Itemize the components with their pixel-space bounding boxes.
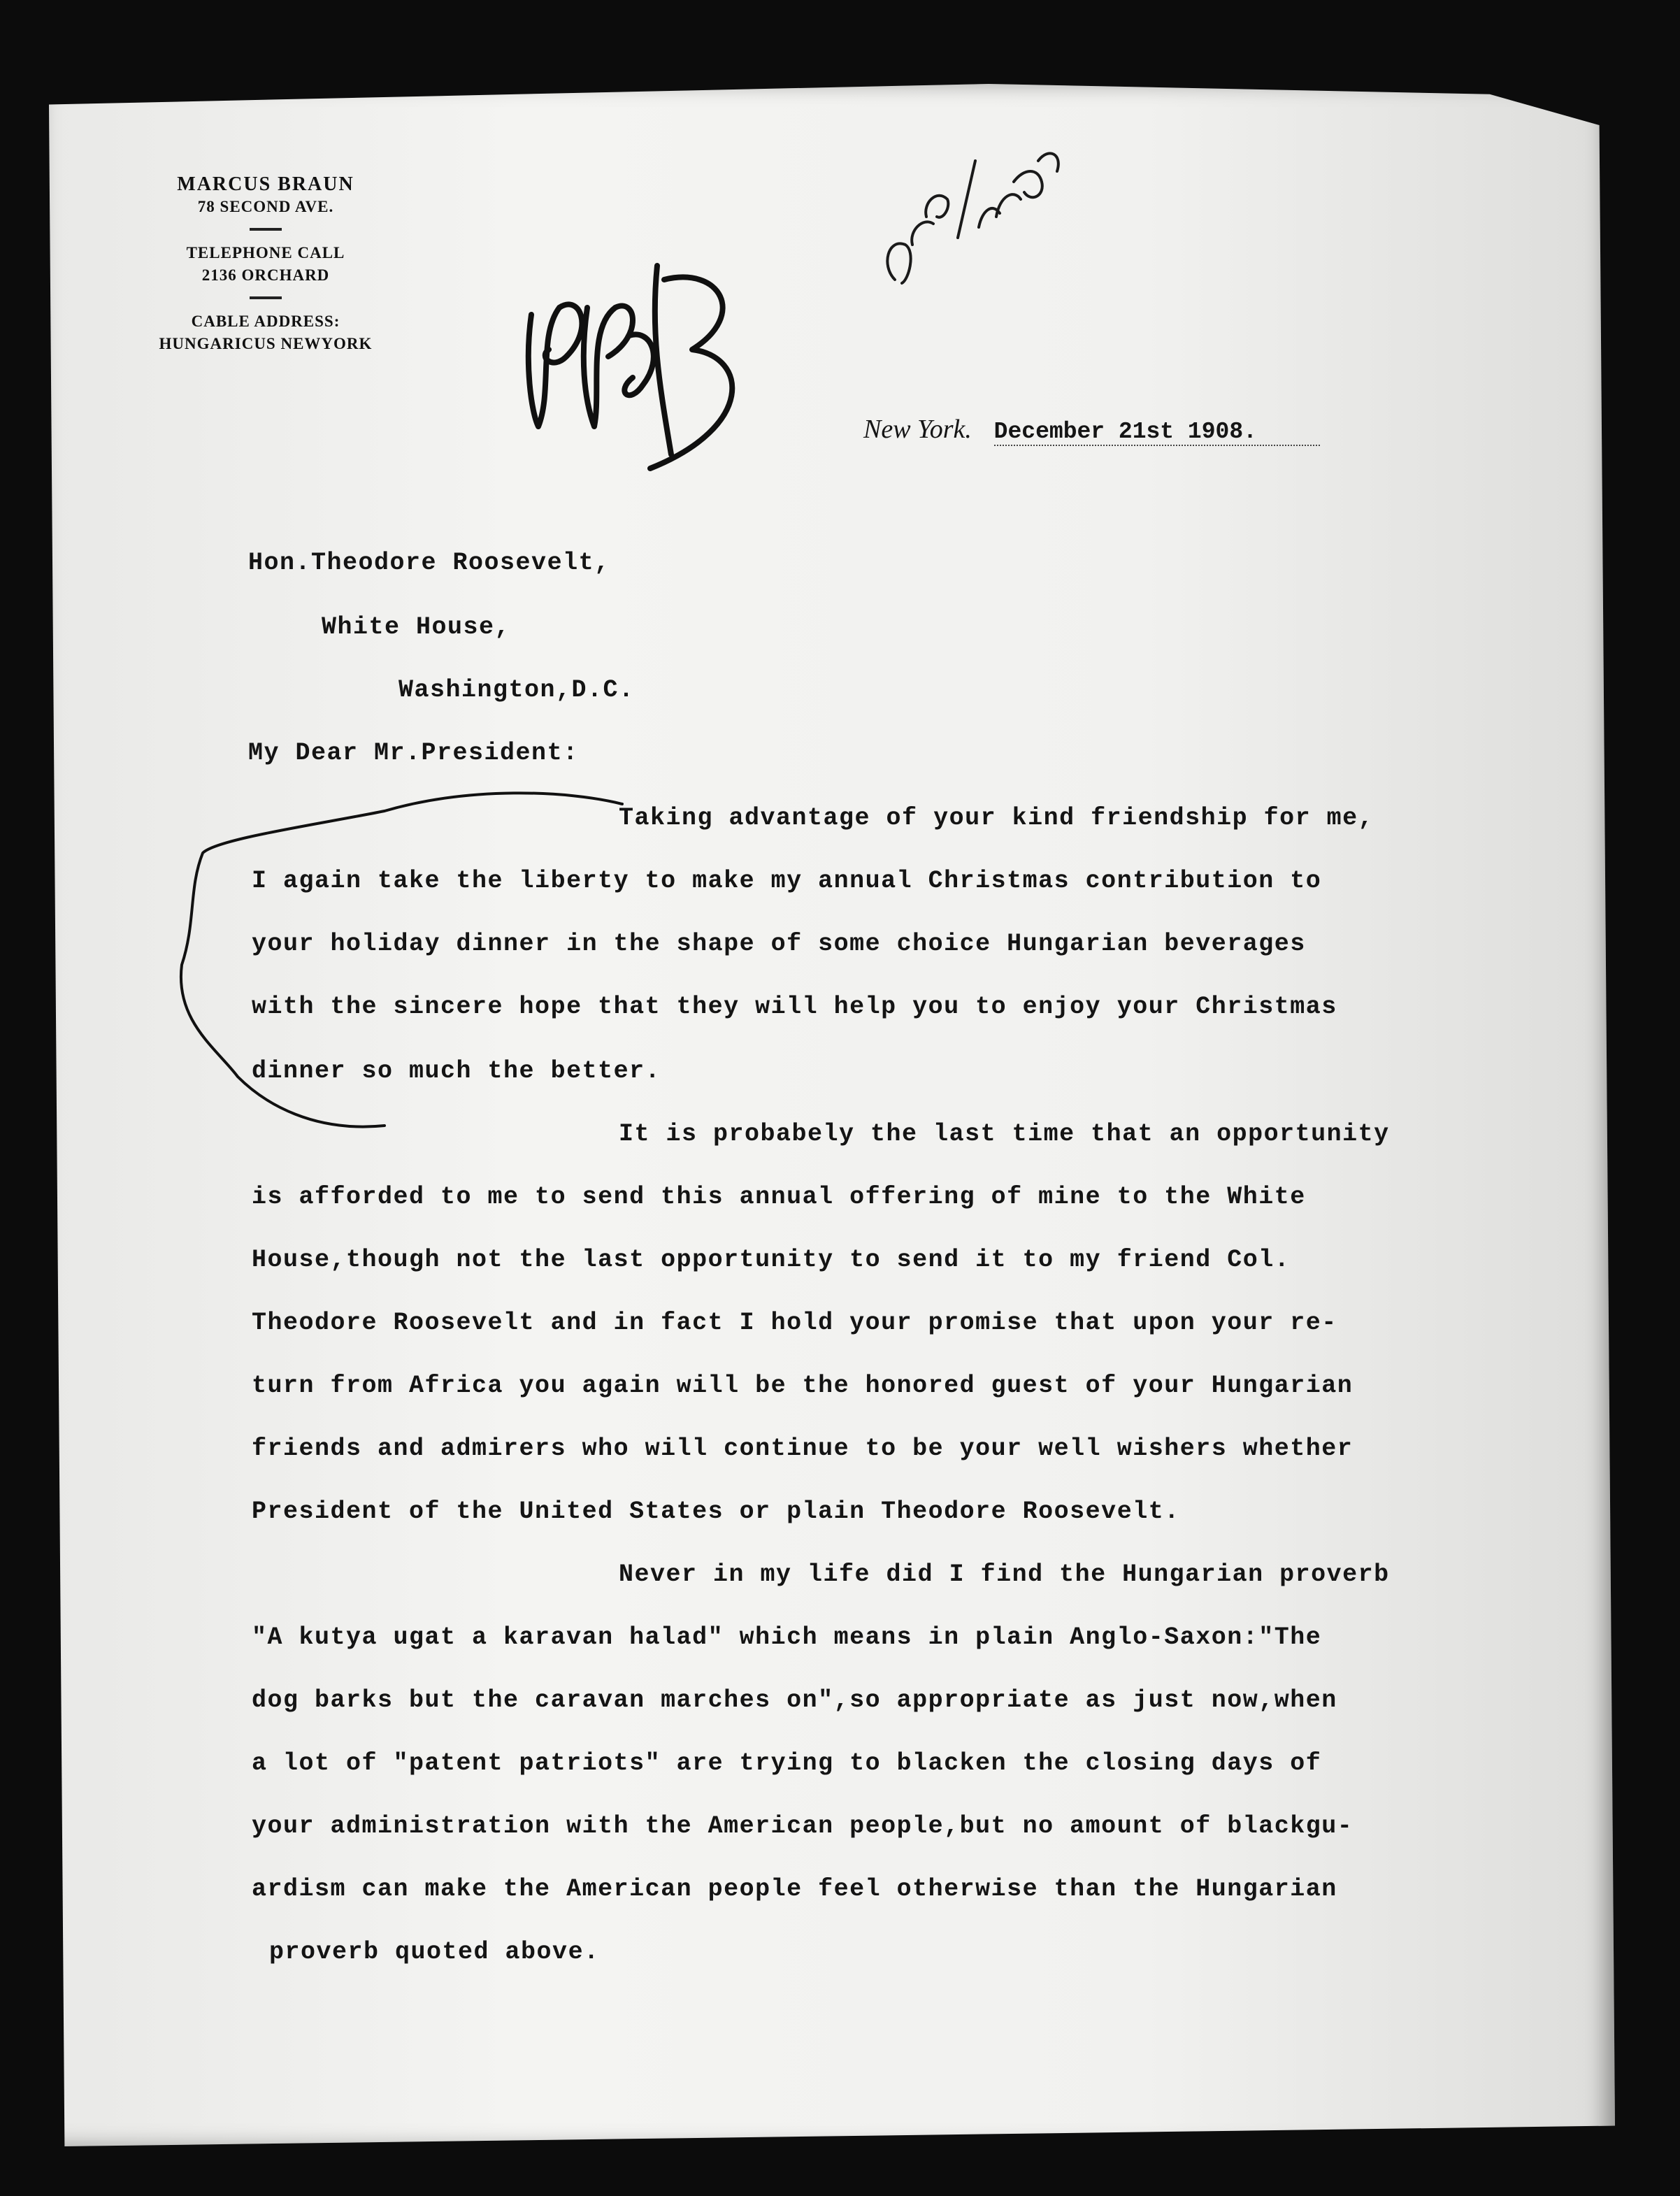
body-line: a lot of "patent patriots" are trying to blacken the closing days of xyxy=(252,1749,1322,1777)
body-line: "A kutya ugat a karavan halad" which means in plain Anglo-Saxon:"The xyxy=(252,1623,1322,1651)
recipient-name: Hon.Theodore Roosevelt, xyxy=(248,549,610,577)
letter-date: December 21st 1908. xyxy=(994,419,1320,446)
handwritten-annotation xyxy=(874,140,1070,301)
body-line: proverb quoted above. xyxy=(269,1938,600,1966)
letterhead-name: MARCUS BRAUN xyxy=(177,173,354,195)
margin-bracket-mark xyxy=(175,783,636,1147)
cable-label: CABLE ADDRESS: xyxy=(191,313,340,330)
recipient-address-line: White House, xyxy=(322,613,511,641)
letterhead-divider xyxy=(250,228,282,231)
body-line: turn from Africa you again will be the honored guest of your Hungarian xyxy=(252,1372,1354,1400)
telephone-number: 2136 ORCHARD xyxy=(201,266,330,284)
body-line: Theodore Roosevelt and in fact I hold your promise that upon your re- xyxy=(252,1309,1337,1337)
dateline-place: New York. xyxy=(863,415,972,444)
letterhead xyxy=(119,173,412,355)
body-line: Taking advantage of your kind friendship for me, xyxy=(619,804,1374,832)
body-line: It is probabely the last time that an opportunity xyxy=(619,1120,1390,1148)
body-line: Never in my life did I find the Hungarian proverb xyxy=(619,1560,1390,1588)
letterhead-address: 78 SECOND AVE. xyxy=(197,198,334,215)
body-line: your administration with the American people,but no amount of blackgu- xyxy=(252,1812,1354,1840)
salutation: My Dear Mr.President: xyxy=(248,739,579,767)
body-line: dinner so much the better. xyxy=(252,1057,661,1085)
body-line: dog barks but the caravan marches on",so appropriate as just now,when xyxy=(252,1686,1337,1714)
handwritten-initials xyxy=(510,252,762,482)
body-line: your holiday dinner in the shape of some choice Hungarian beverages xyxy=(252,930,1306,958)
body-line: friends and admirers who will continue to be your well wishers whether xyxy=(252,1435,1354,1463)
body-line: is afforded to me to send this annual offering of mine to the White xyxy=(252,1183,1306,1211)
telephone-label: TELEPHONE CALL xyxy=(186,244,345,261)
body-line: House,though not the last opportunity to send it to my friend Col. xyxy=(252,1246,1291,1274)
dateline xyxy=(863,414,1320,445)
letterhead-divider xyxy=(250,296,282,299)
recipient-address-line: Washington,D.C. xyxy=(399,676,635,704)
body-line: ardism can make the American people feel otherwise than the Hungarian xyxy=(252,1875,1337,1903)
body-line: I again take the liberty to make my annual Christmas contribution to xyxy=(252,867,1322,895)
body-line: with the sincere hope that they will help you to enjoy your Christmas xyxy=(252,993,1337,1021)
body-line: President of the United States or plain Theodore Roosevelt. xyxy=(252,1498,1180,1526)
cable-address: HUNGARICUS NEWYORK xyxy=(159,335,373,352)
